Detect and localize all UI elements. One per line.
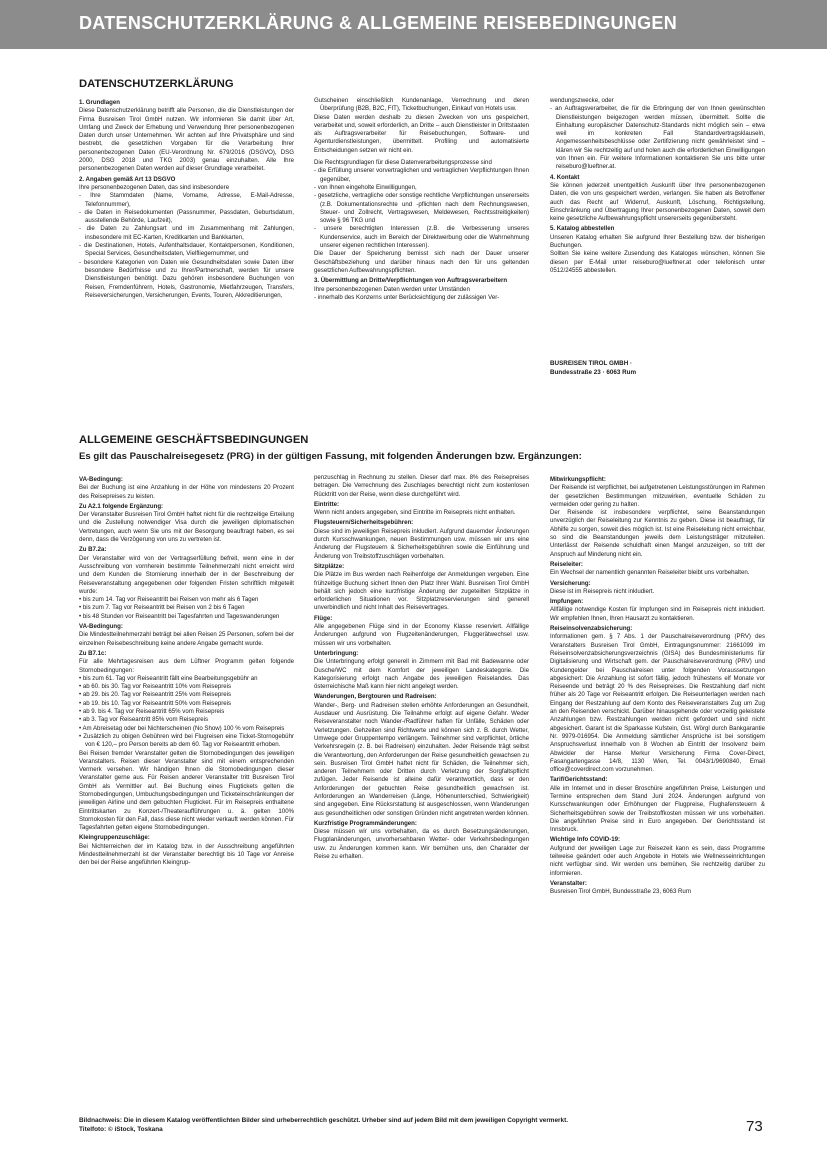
section-heading: Reiseleiter: — [550, 560, 583, 568]
section-heading: Zu A2.1 folgende Ergänzung: — [79, 502, 164, 510]
signature-line: BUSREISEN TIROL GMBH · — [550, 360, 633, 367]
list-item: wendungszwecke, oder — [550, 97, 614, 104]
page-title: DATENSCHUTZERKLÄRUNG & ALLGEMEINE REISEBEDINGUNGEN — [79, 13, 678, 33]
paragraph: Die Rechtsgrundlagen für diese Datenverarbeitungsprozesse sind — [314, 159, 492, 167]
list-item: - gesetzliche, vertragliche oder sonstige rechtliche Verpflichtungen unsererseits (z.B. Dokumentationsrechte und -pflichten nach dem Rechnungswesen, Steuer- und Zollrecht, Vertragswesen, Meldewesen, Rechtsstreitigkeiten) sowie § 96 TKG und — [314, 192, 529, 225]
list-item: - an Auftragsverarbeiter, die für die Erbringung der von Ihnen gewünschten Dienstleistungen beigezogen werden müssen, übermittelt. Sollte die Einhaltung europäischer Datenschutz-Standards nicht möglich sein – etwa weil im konkreten Fall Standardvertragsklauseln, Angemessenheitsbeschlüsse oder Zertifizierung nicht gewährleistet sind – klären wir Sie rechtzeitig auf und holen auch die erforderlichen Einwilligungen von Ihnen ein. Für weitere Informationen kontaktieren Sie uns bitte unter reiseburo@lueftner.at. — [550, 105, 765, 171]
section-heading: 3. Übermittlung an Dritte/Verpflichtungen von Auftragsverarbeitern — [314, 277, 508, 285]
section-heading: VA-Bedingung: — [79, 476, 123, 483]
privacy-col-1 — [79, 97, 294, 352]
list-item: - die Daten in Reisedokumenten (Passnummer, Passdaten, Geburtsdatum, ausstellende Behörde, Laufzeit), — [79, 208, 294, 225]
section-heading: 4. Kontakt — [550, 173, 580, 181]
terms-col-1 — [79, 474, 294, 1110]
section-heading: Sitzplätze: — [314, 562, 345, 570]
section-heading: Wanderungen, Bergtouren und Radreisen: — [314, 693, 437, 701]
list-item: - die Daten zu Zahlungsart und im Zusammenhang mit Zahlungen, insbesondere mit EC-Karten, Kreditkarten und Bankkarten, — [79, 225, 294, 241]
list-item: - von Ihnen eingeholte Einwilligungen, — [314, 183, 417, 191]
paragraph: Für alle Mehrtagesreisen aus dem Lüftner Programm gelten folgende Stornobedingungen: — [79, 658, 294, 674]
section-heading: Flugsteuern/Sicherheitsgebühren: — [314, 519, 414, 527]
section-heading: 1. Grundlagen — [79, 99, 120, 106]
section-heading: Eintritte: — [314, 500, 340, 508]
paragraph: Wander-, Berg- und Radreisen stellen erhöhte Anforderungen an Gesundheit, Ausdauer und Ausrüstung. Die Teilnahme erfolgt auf eigene Gefahr. Weder Reiseveranstalter noch Wander-/Radführer haften für Unfälle, Schäden oder Verletzungen. Gehzeiten sind Richtwerte und können sich z. B. durch Wetter, Umwege oder Gruppentempo verlängern. Teilnehmer sind verpflichtet, örtliche Verkehrsregeln (z. B. bei Radreisen) einzuhalten. Jeder Reisende trägt selbst die Verantwortung, den Anforderungen der Reise gesundheitlich gewachsen zu sein. Busreisen Tirol GmbH haftet nicht für Schäden, die Teilnehmer sich, anderen Teilnehmern oder Dritten durch Verletzung der Sorgfaltspflicht zufügen. Jeder Reisende ist alleine dafür verantwortlich, dass er den Anforderungen der gebuchten Reise gesundheitlich gewachsen ist. Anforderungen an Wanderreisen (Länge, Höhenunterschied, Schwierigkeit) sind angegeben. Eine Rücksrstattung ist ausgeschlossen, wenn Wanderungen aus gesundheitlichen oder sonstigen Gründen nicht angetreten werden können. — [314, 701, 529, 817]
privacy-title: DATENSCHUTZERKLÄRUNG — [79, 78, 234, 90]
paragraph: Ihre personenbezogenen Daten werden unter Umständen — [314, 285, 470, 293]
section-heading: 5. Katalog abbestellen — [550, 225, 615, 233]
paragraph: penzuschlag in Rechnung zu stellen. Dieser darf max. 8% des Reisepreises betragen. Die Verrechnung des Zuschlages berechtigt nicht zum kostenlosen Rücktritt von der Reise, wenn diese durchgeführt wird. — [314, 474, 529, 498]
terms-col-3 — [550, 474, 765, 1110]
section-heading: Wichtige Info COVID-19: — [550, 836, 621, 844]
paragraph: Wenn nicht anders angegeben, sind Eintritte im Reisepreis nicht enthalten. — [314, 509, 516, 517]
paragraph: Diese Daten werden deshalb zu diesen Zwecken von uns gespeichert, verarbeitet und, soweit erforderlich, an Dritte – auch Dienstleister in Drittstaaten als Auftragsverarbeiter für Reisebuchungen, Software- und Agenturdienstleistungen, übermittelt. Profiling und automatisierte Entscheidungen setzen wir nicht ein. — [314, 113, 529, 154]
section-heading: Zu B7.1c: — [79, 649, 107, 657]
list-item: • bis zum 14. Tag vor Reiseantritt bei Reisen von mehr als 6 Tagen — [79, 596, 259, 604]
paragraph: Alle im Internet und in dieser Broschüre angeführten Preise, Leistungen und Termine entsprechen dem Stand Juni 2024. Änderungen aufgrund von Kursschwankungen oder Erhöhungen der Flugpreise, Flughafensteuern & Sicherheitsgebühren sowie der Treibstoffkosten müssen wir uns vorbehalten. Die angeführten Preise sind in Euro angegeben. Der Gerichtsstand ist Innsbruck. — [550, 784, 765, 834]
paragraph: Die Mindestteilnehmerzahl beträgt bei allen Reisen 25 Personen, sofern bei der einzelnen Reisebeschreibung keine andere Angabe gemacht wurde. — [79, 631, 294, 647]
image-credits — [79, 1117, 699, 1134]
paragraph: Sollten Sie keine weitere Zusendung des Kataloges wünschen, können Sie diesen per E-Mail unter reiseburo@lueftner.at oder telefonisch unter 0512/24555 abbestellen. — [550, 250, 765, 274]
company-signature — [550, 360, 636, 377]
section-heading: Unterbringung: — [314, 649, 359, 657]
paragraph: Der Veranstalter wird von der Vertragserfüllung befreit, wenn eine in der Ausschreibung von vornherein bestimmte Teilnehmerzahl nicht erreicht wird und dem Kunden die Stornierung innerhalb der in der Beschreibung der Reiseveranstaltung angegebenen oder folgenden Fristen schriftlich mitgeteilt wurde: — [79, 554, 294, 595]
paragraph: Die Plätze im Bus werden nach Reihenfolge der Anmeldungen vergeben. Eine frühzeitige Buchung sichert Ihnen den Platz Ihrer Wahl. Busreisen Tirol GmbH behält sich jedoch eine kurzfristige Änderung der zugeteilten Sitzplätze in erforderlichen Situationen vor. Sitzplatzreservierungen sind generell unverbindlich und nicht Inhalt des Reisevertrages. — [314, 571, 529, 612]
terms-col-2 — [314, 474, 529, 1110]
section-heading: Kurzfristige Programmänderungen: — [314, 819, 417, 827]
list-item: • Zusätzlich zu obigen Gebühren wird bei Flugreisen eine Ticket-Stornogebühr von € 120,– pro Person bereits ab dem 60. Tag vor Reiseantritt erhoben. — [79, 732, 294, 749]
section-heading: VA-Bedingung: — [79, 623, 123, 631]
paragraph: Allfällige notwendige Kosten für Impfungen sind im Reisepreis nicht inkludiert. Wir empfehlen Ihnen, Ihren Hausarzt zu kontaktieren. — [550, 606, 765, 622]
paragraph: Die Unterbringung erfolgt generell in Zimmern mit Bad mit Badewanne oder Dusche/WC mit dem Komfort der jeweiligen Landeskategorie. Die Kategorisierung erfolgt nach Angabe des jeweiligen Reiselandes. Das österreichische Maß kann hier nicht angelegt werden. — [314, 658, 529, 691]
list-item: • ab 19. bis 10. Tag vor Reiseantritt 50% vom Reisepreis — [79, 699, 232, 707]
list-item: • Am Abreisetag oder bei Nichterscheinen (No Show) 100 % vom Reisepreis — [79, 724, 285, 732]
list-item: • ab 3. Tag vor Reiseantritt 85% vom Reisepreis — [79, 716, 209, 724]
paragraph: Der Veranstalter Busreisen Tirol GmbH haftet nicht für die rechtzeitige Erteilung und die Zustellung notwendiger Visa durch die jeweiligen diplomatischen Vertretungen, auch wenn Sie uns mit der Besorgung beauftragt haben, es sei denn, dass die Verzögerung von uns zu vertreten ist. — [79, 511, 294, 544]
paragraph: Ein Wechsel der namentlich genannten Reiseleiter bleibt uns vorbehalten. — [550, 569, 750, 577]
paragraph: Diese sind im jeweiligen Reisepreis inkludiert. Aufgrund dauernder Änderungen durch Kursschwankungen, neuen Bestimmungen usw. müssen wir uns eine Änderung der Flugsteuern & Sicherheitsgebühren sowie die Einführung und Änderung von Treibstoffzuschlägen vorbehalten. — [314, 527, 529, 560]
privacy-col-2 — [314, 97, 529, 410]
list-item: • bis zum 61. Tag vor Reiseantritt fällt eine Bearbeitungsgebühr an — [79, 674, 258, 682]
section-heading: Mitwirkungspflicht: — [550, 476, 606, 483]
terms-subtitle: Es gilt das Pauschalreisegesetz (PRG) in der gültigen Fassung, mit folgenden Änderungen bzw. Ergänzungen: — [79, 451, 582, 462]
paragraph: Der Reisende ist verpflichtet, bei aufgetretenen Leistungsstörungen im Rahmen der gesetzlichen Bestimmungen mitzuwirken, eventuelle Schäden zu vermeiden oder gering zu halten. — [550, 484, 765, 508]
section-heading: 2. Angaben gemäß Art 13 DSGVO — [79, 175, 176, 183]
paragraph: Bei Nichterreichen der im Katalog bzw. in der Ausschreibung angeführten Mindestteilnehmerzahl ist der Veranstalter berechtigt bis 10 Tage vor Anreise den bei der Reise angeführten Kleingrup- — [79, 842, 294, 867]
paragraph: Aufgrund der jeweiligen Lage zur Reisezeit kann es sein, dass Programme teilweise geändert oder auch Angebote in Hotels wie Wellnesseinrichtungen nicht verfügbar sind. Wir werden uns bemühen, Sie rechtzeitig darüber zu informieren. — [550, 844, 765, 877]
list-item: • bis zum 7. Tag vor Reiseantritt bei Reisen von 2 bis 6 Tagen — [79, 604, 245, 612]
paragraph: Bei Reisen fremder Veranstalter gelten die Stornobedingungen des jeweiligen Veranstalters. Reisen dieser Veranstalter sind mit einem entsprechenden Vermerk versehen. Wir händigen Ihnen die Stornobedingungen dieser Veranstalter gerne aus. Für Reisen anderer Veranstalter tritt Busreisen Tirol GmbH als Vermittler auf. Bei Buchung eines Flugtickets gelten die Stornobedingungen, Umbuchungsbedingungen und Ticketeinschränkungen der jeweiligen Airline und dem gebuchten Flugticket. Für im Reisepreis enthaltene Eintrittskarten zu Konzert-/Theateraufführungen u. ä. gelten 100% Stornokosten für den Fall, dass diese nicht wieder verkauft werden können. Für Tagesfahrten gelten eigene Stornobedingungen. — [79, 749, 294, 832]
paragraph: Ihre personenbezogenen Daten, das sind insbesondere — [79, 183, 230, 191]
paragraph: Informationen gem. § 7 Abs. 1 der Pauschalreiseverordnung (PRV) des Veranstalters Busreisen Tirol GmbH, Eintragungsnummer: 21661099 im Reiseinsolvenzabsicherungsverzeichnis (GISA) des Bundesministeriums für Digitalisierung und Wirtschaft gem. der Pauschalreiseverordnung (PRV) und Kundengelder bei Pauschalreisen unter folgenden Voraussetzungen abgesichert: Die Anzahlung ist sofort fällig, jedoch frühestens elf Monate vor Reiseende und beträgt 20 % des Reisepreises. Die Restzahlung darf nicht früher als 20 Tage vor Reiseantritt erfolgen. Die Reiseunterlagen werden nach Eingang der Restzahlung auf dem Konto des Reiseveranstalters Zug um Zug an den Reisenden verschickt. Darüber hinausgehende oder vorzeitig geleistete Anzahlungen bzw. Restzahlungen werden nicht gefordert und sind nicht abgesichert. Garant ist die Sparkasse Kufstein, Gst. Wörgl durch Bankgarantie Nr. 9979-016954. Die Anmeldung sämtlicher Ansprüche ist bei sonstigem Anspruchsverlust innerhalb von 8 Wochen ab Eintritt der Insolvenz beim Abwickler der Hanse Merkur Versicherung Firma Cover-Direct, Fasangartengasse 14/8, 1130 Wien, Tel. 0043/1/9690840, Email office@coverdirect.com vorzunehmen. — [550, 633, 765, 774]
list-item: - innerhalb des Konzerns unter Berücksichtigung der zulässigen Ver- — [314, 293, 500, 301]
list-item: - die Destinationen, Hotels, Aufenthaltsdauer, Kontaktpersonen, Konditionen, Special Services, Gesundheitsdaten, Vielfliegernummer, und — [79, 242, 294, 258]
section-heading: Veranstalter: — [550, 879, 587, 887]
paragraph: Unseren Katalog erhalten Sie aufgrund Ihrer Bestellung bzw. der bisherigen Buchungen. — [550, 233, 765, 250]
paragraph: Bei der Buchung ist eine Anzahlung in der Höhe von mindestens 20 Prozent des Reisepreises zu leisten. — [79, 484, 294, 500]
section-heading: Reiseinsolvenzabsicherung: — [550, 625, 633, 633]
section-heading: Tarif/Gerichtsstand: — [550, 776, 608, 784]
list-item: • ab 60. bis 30. Tag vor Reiseantritt 10% vom Reisepreis — [79, 683, 232, 691]
list-item: • ab 9. bis 4. Tag vor Reiseantritt 65% vom Reisepreis — [79, 708, 225, 716]
list-item: Gutscheinen einschließlich Kundenanlage, Verrechnung und deren Überprüfung (B2B, B2C, FIT), Ticketbuchungen, Einkauf von Hotels usw. — [314, 97, 529, 113]
section-heading: Versicherung: — [550, 579, 591, 587]
paragraph: Diese müssen wir uns vorbehalten, da es durch Besetzungsänderungen, Flugplanänderungen, unvorhersehbaren Wetter- oder Verkehrsbedingungen usw. zu Änderungen kommen kann. Wir bemühen uns, den Charakter der Reise zu erhalten. — [314, 828, 529, 861]
paragraph: Diese ist im Reisepreis nicht inkludiert. — [550, 587, 655, 595]
list-item: - besondere Kategorien von Daten wie Gesundheitsdaten sowie Daten über besondere Bedürfnisse und zu Ihrer/Partnerschaft, werden für unsere Dienstleistungen benötigt. Dazu gehören insbesondere Buchungen von Reisen, Fremdenführern, Hotels, Gastronomie, Mietfahrzeugen, Transfers, Reiseversicherungen, Versicherungen, Events, Touren, Akkreditierungen, — [79, 258, 294, 299]
paragraph: Die Dauer der Speicherung bemisst sich nach der Dauer unserer Geschäftsbeziehung und darüber hinaus nach den für uns geltenden gesetzlichen Aufbewahrungspflichten. — [314, 250, 529, 274]
paragraph: Alle angegebenen Flüge sind in der Economy Klasse reserviert. Allfällige Änderungen aufgrund von Flugzeitenänderungen, Fluggerätwechsel usw. müssen wir uns vorbehalten. — [314, 623, 529, 647]
section-heading: Kleingruppenzuschläge: — [79, 834, 150, 842]
list-item: • ab 29. bis 20. Tag vor Reiseantritt 25% vom Reisepreis — [79, 691, 232, 699]
list-item: - unsere berechtigten Interessen (z.B. die Verbesserung unseres Kundenservice, auch im Bereich der Direktwerbung oder die Wahrnehmung unserer eigenen rechtlichen Interessen). — [314, 225, 529, 250]
paragraph: Sie können jederzeit unentgeltlich Auskunft über Ihre personenbezogenen Daten, die von uns gespeichert werden, verlangen. Sie haben als Betroffener auch das Recht auf Widerruf, Auskunft, Löschung, Richtigstellung, Einschränkung und Übertragung Ihrer personenbezogenen Daten, soweit dem keine gesetzliche Aufbewahrungspflicht unsererseits gegenübersteht. — [550, 181, 765, 223]
section-heading: Flüge: — [314, 614, 333, 622]
header-banner — [0, 0, 827, 49]
section-heading: Zu B7.2a: — [79, 546, 107, 554]
list-item: - die Erfüllung unserer vorvertraglichen und vertraglichen Verpflichtungen Ihnen gegenüber, — [314, 167, 529, 183]
credit-line: Titelfoto: © iStock, Toskana — [79, 1125, 163, 1133]
terms-title: ALLGEMEINE GESCHÄFTSBEDINGUNGEN — [79, 434, 309, 446]
privacy-col-3 — [550, 97, 765, 352]
list-item: • bis 48 Stunden vor Reiseantritt bei Tagesfahrten und Tageswanderungen — [79, 612, 280, 620]
paragraph: Der Reisende ist insbesondere verpflichtet, seine Beanstandungen unverzüglich der Reiseleitung zur Kenntnis zu geben. Diese ist beauftragt, für Abhilfe zu sorgen, soweit dies möglich ist. Ist eine Reiseleitung nicht erreichbar, so sind die Beanstandungen jeweils dem Leistungsträger mitzuteilen. Unterlässt der Reisende schuldhaft einen Mangel anzuzeigen, so tritt der Anspruch auf Minderung nicht ein. — [550, 509, 765, 558]
paragraph: Busreisen Tirol GmbH, Bundesstraße 23, 6063 Rum — [550, 888, 691, 896]
page-number: 73 — [746, 1118, 763, 1135]
paragraph: Diese Datenschutzerklärung betrifft alle Personen, die die Dienstleistungen der Firma Busreisen Tirol GmbH nutzen. Wir informieren Sie damit über Art, Umfang und Zweck der Erhebung und Verwendung Ihrer personenbezogenen Daten durch unser Unternehmen. Wir achten auf Ihre Privatsphäre und sind bestrebt, die gesetzlichen Vorgaben für die Verarbeitung Ihrer personenbezogenen Daten (EU-Verordnung Nr. 679/2016 (DSGVO), DSG 2000, DSG 2018 und TKG 2003) genau einzuhalten. Alle Ihre personenbezogenen Daten werden auf dieser Grundlage verarbeitet. — [79, 107, 294, 173]
credit-line: Bildnachweis: Die in diesem Katalog veröffentlichten Bilder sind urheberrechtlich geschützt. Urheber sind auf jedem Bild mit dem jeweiligen Copyright vermerkt. — [79, 1117, 568, 1124]
signature-line: Bundesstraße 23 · 6063 Rum — [550, 368, 637, 376]
list-item: - Ihre Stammdaten (Name, Vorname, Adresse, E-Mail-Adresse, Telefonnummer), — [79, 192, 294, 208]
section-heading: Impfungen: — [550, 598, 584, 606]
